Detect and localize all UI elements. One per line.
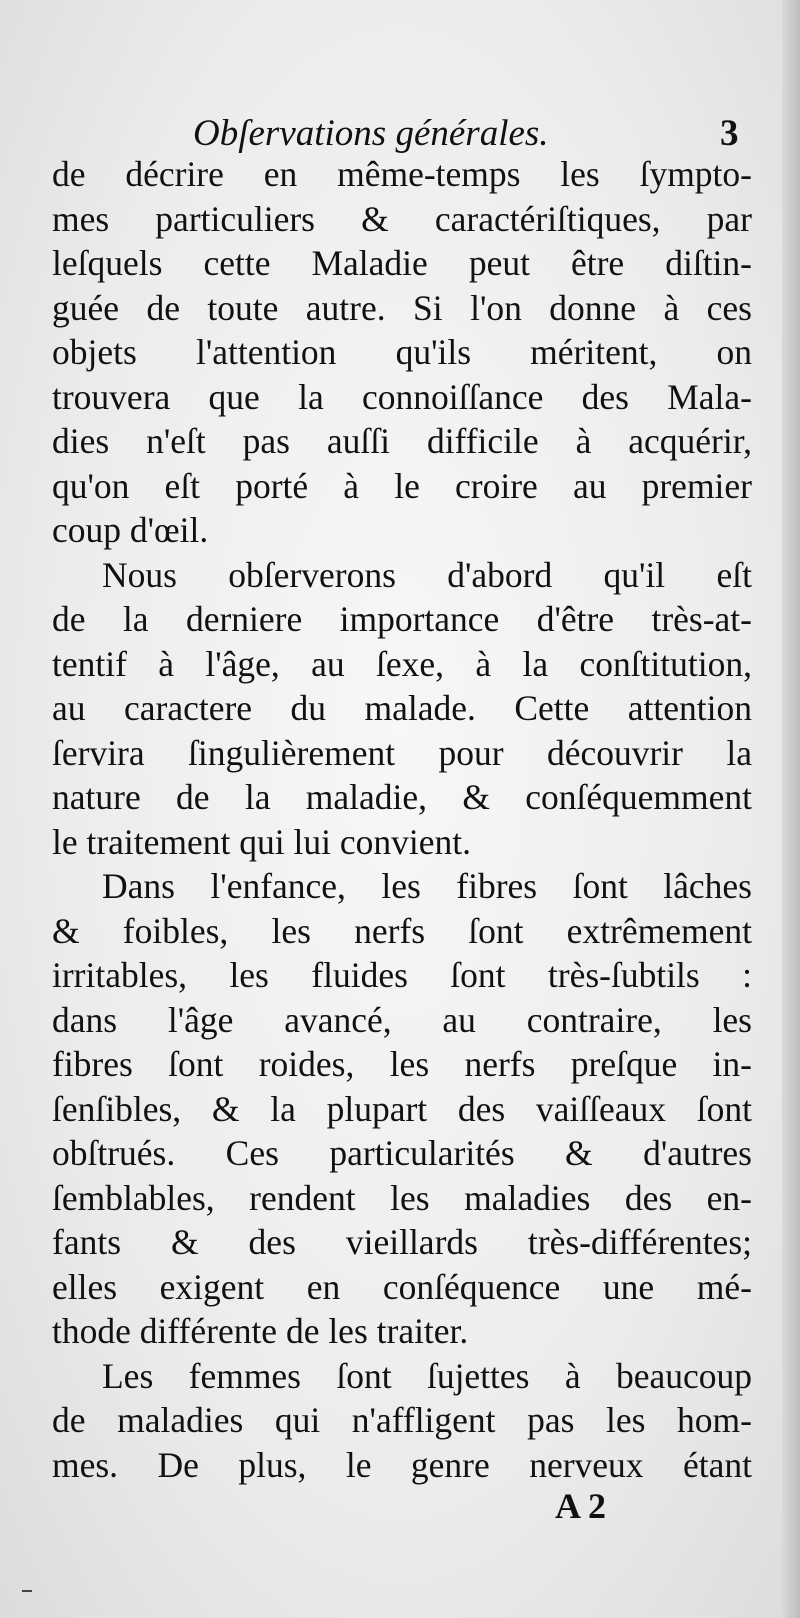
text-line: thode différente de les traiter. bbox=[52, 1311, 469, 1351]
text-line: au caractere du malade. Cette attention bbox=[52, 688, 752, 728]
page-number: 3 bbox=[720, 113, 739, 154]
text-line: le traitement qui lui convient. bbox=[52, 821, 471, 862]
text-line: guée de toute autre. Si l'on donne à ces bbox=[52, 287, 752, 328]
page-edge-shadow bbox=[782, 0, 800, 1618]
text-line: nature de la maladie, & conſéquemment bbox=[52, 777, 752, 817]
text-line: ſemblables, rendent les maladies des en- bbox=[52, 1177, 752, 1218]
paragraph-start-line: Dans l'enfance, les fibres ſont lâches bbox=[102, 866, 752, 906]
text-line: mes. De plus, le genre nerveux étant bbox=[52, 1444, 752, 1485]
running-title: Obſervations générales. bbox=[193, 113, 549, 154]
text-line: leſquels cette Maladie peut être diſtin- bbox=[52, 243, 752, 283]
text-line: de décrire en même-temps les ſympto- bbox=[52, 154, 752, 194]
corner-mark bbox=[22, 1590, 32, 1592]
text-line: mes particuliers & caractériſtiques, par bbox=[52, 198, 752, 239]
text-line: elles exigent en conſéquence une mé- bbox=[52, 1266, 752, 1307]
text-line: qu'on eſt porté à le croire au premier bbox=[52, 465, 752, 506]
text-line: ſervira ſingulièrement pour découvrir la bbox=[52, 732, 752, 773]
text-line: irritables, les fluides ſont très-ſubtils : bbox=[52, 955, 752, 995]
signature-mark: A 2 bbox=[555, 1486, 607, 1526]
text-line: dies n'eſt pas auſſi difficile à acquérir, bbox=[52, 421, 752, 461]
text-line: fibres ſont roides, les nerfs preſque in- bbox=[52, 1044, 752, 1084]
text-line: de maladies qui n'affligent pas les hom- bbox=[52, 1400, 752, 1440]
body-text bbox=[52, 152, 752, 1487]
text-line: dans l'âge avancé, au contraire, les bbox=[52, 999, 752, 1040]
text-line: objets l'attention qu'ils méritent, on bbox=[52, 332, 752, 372]
text-line: tentif à l'âge, au ſexe, à la conſtitution, bbox=[52, 643, 752, 684]
text-line: ſenſibles, & la plupart des vaiſſeaux ſont bbox=[52, 1088, 752, 1129]
text-line: trouvera que la connoiſſance des Mala- bbox=[52, 376, 752, 417]
text-line: & foibles, les nerfs ſont extrêmement bbox=[52, 910, 752, 951]
paragraph-start-line: Les femmes ſont ſujettes à beaucoup bbox=[102, 1355, 752, 1396]
text-line: obſtrués. Ces particularités & d'autres bbox=[52, 1133, 752, 1173]
text-line: coup d'œil. bbox=[52, 510, 209, 550]
paragraph-start-line: Nous obſerverons d'abord qu'il eſt bbox=[102, 554, 752, 595]
text-line: fants & des vieillards très-différentes; bbox=[52, 1222, 752, 1262]
text-line: de la derniere importance d'être très-at- bbox=[52, 599, 752, 639]
